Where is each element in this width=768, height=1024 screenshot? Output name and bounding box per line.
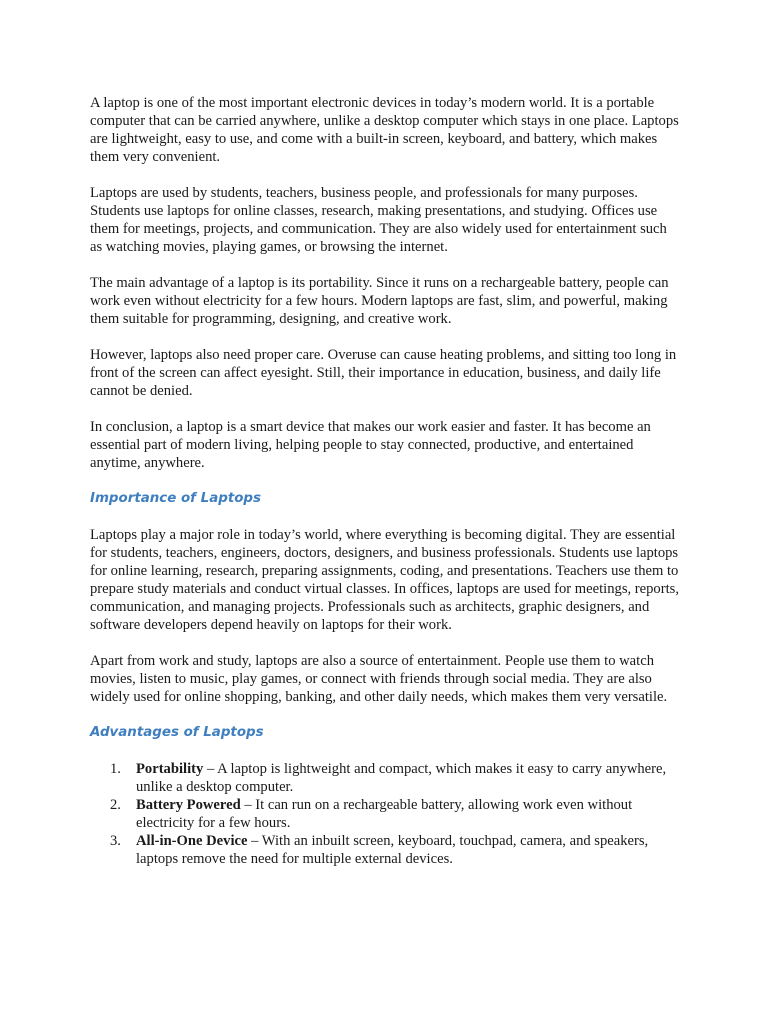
advantage-item bbox=[90, 760, 680, 796]
advantage-number: 3. bbox=[110, 833, 121, 849]
intro-paragraph-4: However, laptops also need proper care. Overuse can cause heating problems, and sitting too long in front of the screen can affect eyesight. Still, their importance in education, business, and daily life cannot be denied. bbox=[90, 347, 677, 399]
intro-paragraph-2: Laptops are used by students, teachers, business people, and professionals for many purposes. Students use laptops for online classes, research, making presentations, and studying. Offices use them for meetings, projects, and communication. They are also widely used for entertainment such as watching movies, playing games, or browsing the internet. bbox=[90, 185, 667, 255]
intro-paragraph-1: A laptop is one of the most important electronic devices in today’s modern world. It is a portable computer that can be carried anywhere, unlike a desktop computer which stays in one place. Laptops are lightweight, easy to use, and come with a built-in screen, keyboard, and battery, which makes them very convenient. bbox=[90, 95, 679, 165]
importance-heading: Importance of Laptops bbox=[90, 491, 261, 506]
advantage-term: Battery Powered bbox=[136, 797, 241, 813]
importance-paragraph-2: Apart from work and study, laptops are also a source of entertainment. People use them to watch movies, listen to music, play games, or connect with friends through social media. They are also widely used for online shopping, banking, and other daily needs, which makes them very versatile. bbox=[90, 653, 668, 705]
advantage-term: All-in-One Device bbox=[136, 833, 248, 849]
document-page bbox=[90, 94, 680, 868]
importance-paragraph-1: Laptops play a major role in today’s world, where everything is becoming digital. They are essential for students, teachers, engineers, doctors, designers, and business professionals. Students use laptops for online learning, research, preparing assignments, coding, and presentations. Teachers use them to prepare study materials and conduct virtual classes. In offices, laptops are used for meetings, reports, communication, and managing projects. Professionals such as architects, graphic designers, and software developers depend heavily on laptops for their work. bbox=[90, 527, 679, 633]
advantage-text: – It can run on a rechargeable battery, allowing work even without electricity for a few hours. bbox=[136, 797, 633, 831]
advantage-term: Portability bbox=[136, 761, 204, 777]
advantages-heading: Advantages of Laptops bbox=[90, 725, 264, 740]
intro-paragraph-5: In conclusion, a laptop is a smart device that makes our work easier and faster. It has become an essential part of modern living, helping people to stay connected, productive, and entertained anytime, anywhere. bbox=[90, 419, 651, 471]
advantage-text: – With an inbuilt screen, keyboard, touchpad, camera, and speakers, laptops remove the need for multiple external devices. bbox=[136, 833, 649, 867]
advantages-list bbox=[90, 760, 680, 868]
intro-paragraph-3: The main advantage of a laptop is its portability. Since it runs on a rechargeable battery, people can work even without electricity for a few hours. Modern laptops are fast, slim, and powerful, making them suitable for programming, designing, and creative work. bbox=[90, 275, 669, 327]
advantage-text: – A laptop is lightweight and compact, which makes it easy to carry anywhere, unlike a desktop computer. bbox=[136, 761, 667, 795]
advantage-number: 2. bbox=[110, 797, 121, 813]
advantage-number: 1. bbox=[110, 761, 121, 777]
advantage-item bbox=[90, 796, 680, 832]
advantage-item bbox=[90, 832, 680, 868]
